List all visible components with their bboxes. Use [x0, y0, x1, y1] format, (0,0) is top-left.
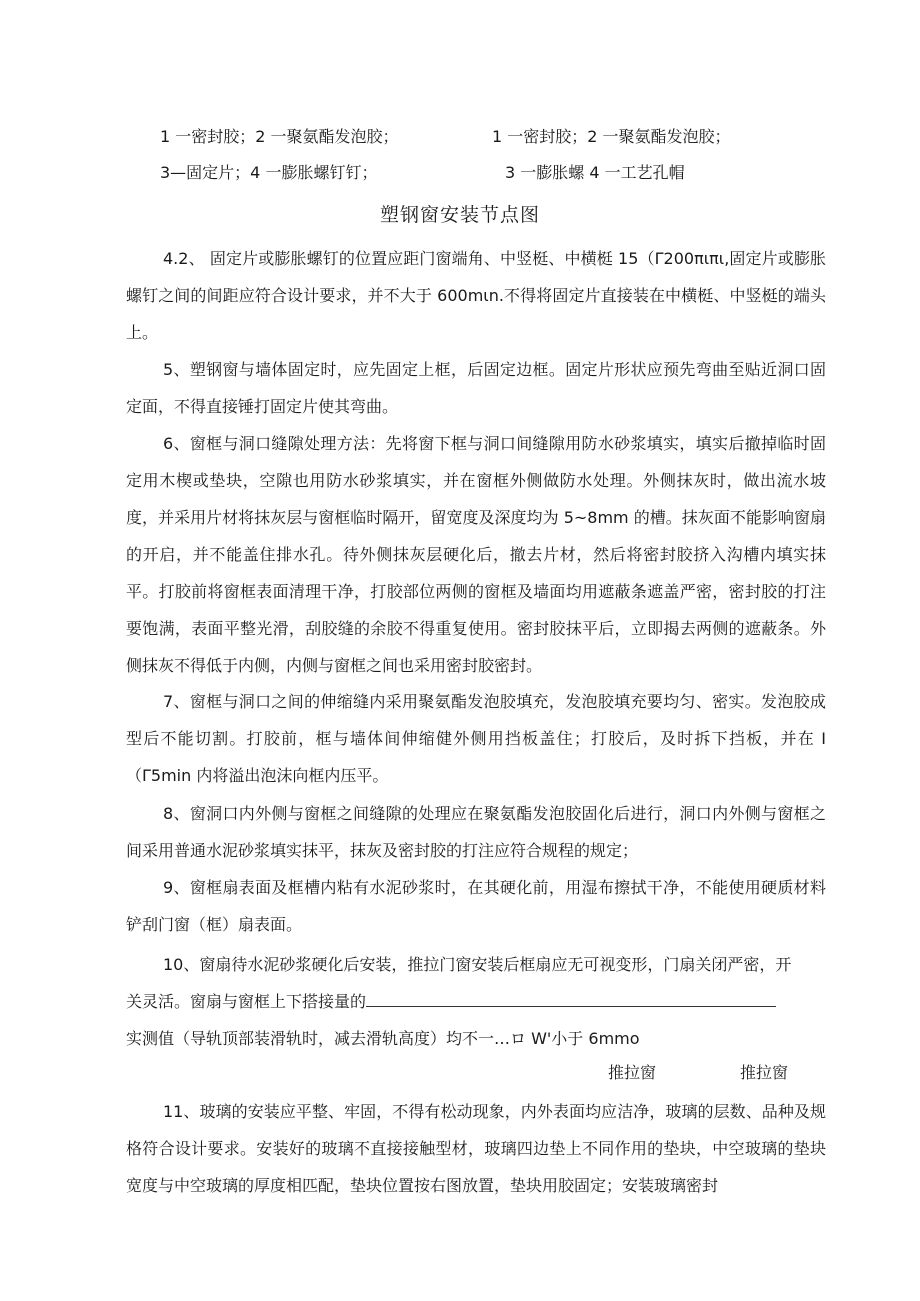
paragraph-10-line3: 实测值（导轨顶部装滑轨时，减去滑轨高度）均不一…ロ W'小于 6mmo	[126, 1029, 640, 1048]
page-title: 塑钢窗安装节点图	[379, 204, 540, 226]
label-sliding-window-b: 推拉窗	[740, 1063, 789, 1082]
paragraph-7: 7、窗框与洞口之间的伸缩缝内采用聚氨酯发泡胶填充，发泡胶填充要均匀、密实。发泡胶成型后不能切割。打胶前，框与墙体间伸缩健外侧用挡板盖住；打胶后，及时拆下挡板，并在 I（Γ5min 内将溢出泡沫向框内压平。	[126, 692, 826, 785]
paragraph-10-line2	[126, 989, 776, 1012]
paragraph-5: 5、塑钢窗与墙体固定时，应先固定上框，后固定边框。固定片形状应预先弯曲至贴近洞口固定面，不得直接锤打固定片使其弯曲。	[126, 360, 826, 416]
paragraph-9: 9、窗框扇表面及框槽内粘有水泥砂浆时，在其硬化前，用湿布擦拭干净，不能使用硬质材料铲刮门窗（框）扇表面。	[126, 878, 826, 934]
paragraph-10-line1: 10、窗扇待水泥砂浆硬化后安装，推拉门窗安装后框扇应无可视变形，门扇关闭严密，开	[163, 955, 792, 974]
caption-right-line2: 3 一膨胀螺 4 一工艺孔帽	[505, 163, 685, 182]
fill-in-blank	[366, 992, 776, 1007]
caption-left-line2: 3—固定片；4 一膨胀螺钉钉；	[160, 163, 378, 182]
paragraph-8: 8、窗洞口内外侧与窗框之间缝隙的处理应在聚氨酯发泡胶固化后进行，洞口内外侧与窗框之间采用普通水泥砂浆填实抹平，抹灰及密封胶的打注应符合规程的规定；	[126, 804, 826, 860]
paragraph-10-line2-text: 关灵活。窗扇与窗框上下搭接量的	[126, 992, 367, 1011]
caption-left-line1: 1 一密封胶；2 一聚氨酯发泡胶；	[160, 127, 399, 146]
caption-right-line1: 1 一密封胶；2 一聚氨酯发泡胶；	[492, 127, 731, 146]
paragraph-6: 6、窗框与洞口缝隙处理方法：先将窗下框与洞口间缝隙用防水砂浆填实，填实后撤掉临时固定用木楔或垫块，空隙也用防水砂浆填实，并在窗框外侧做防水处理。外侧抹灰时，做出流水坡度，并采用片材将抹灰层与窗框临时隔开，留宽度及深度均为 5~8mm 的槽。抹灰面不能影响窗扇的开启，并不能盖住排水孔。待外侧抹灰层硬化后，撤去片材，然后将密封胶挤入沟槽内填实抹平。打胶前将窗框表面清理干净，打胶部位两侧的窗框及墙面均用遮蔽条遮盖严密，密封胶的打注要饱满，表面平整光滑，刮胶缝的余胶不得重复使用。密封胶抹平后，立即揭去两侧的遮蔽条。外侧抹灰不得低于内侧，内侧与窗框之间也采用密封胶密封。	[126, 434, 826, 675]
label-sliding-window-a: 推拉窗	[608, 1063, 657, 1082]
paragraph-4-2: 4.2、 固定片或膨胀螺钉的位置应距门窗端角、中竖梃、中横梃 15（Γ200πιπι,固定片或膨胀螺钉之间的间距应符合设计要求，并不大于 600mιn.不得将固定片直接装在中横梃、中竖梃的端头上。	[126, 249, 826, 342]
paragraph-11: 11、玻璃的安装应平整、牢固，不得有松动现象，内外表面均应洁净，玻璃的层数、品种及规格符合设计要求。安装好的玻璃不直接接触型材，玻璃四边垫上不同作用的垫块，中空玻璃的垫块宽度与中空玻璃的厚度相匹配，垫块位置按右图放置，垫块用胶固定；安装玻璃密封	[126, 1102, 826, 1195]
